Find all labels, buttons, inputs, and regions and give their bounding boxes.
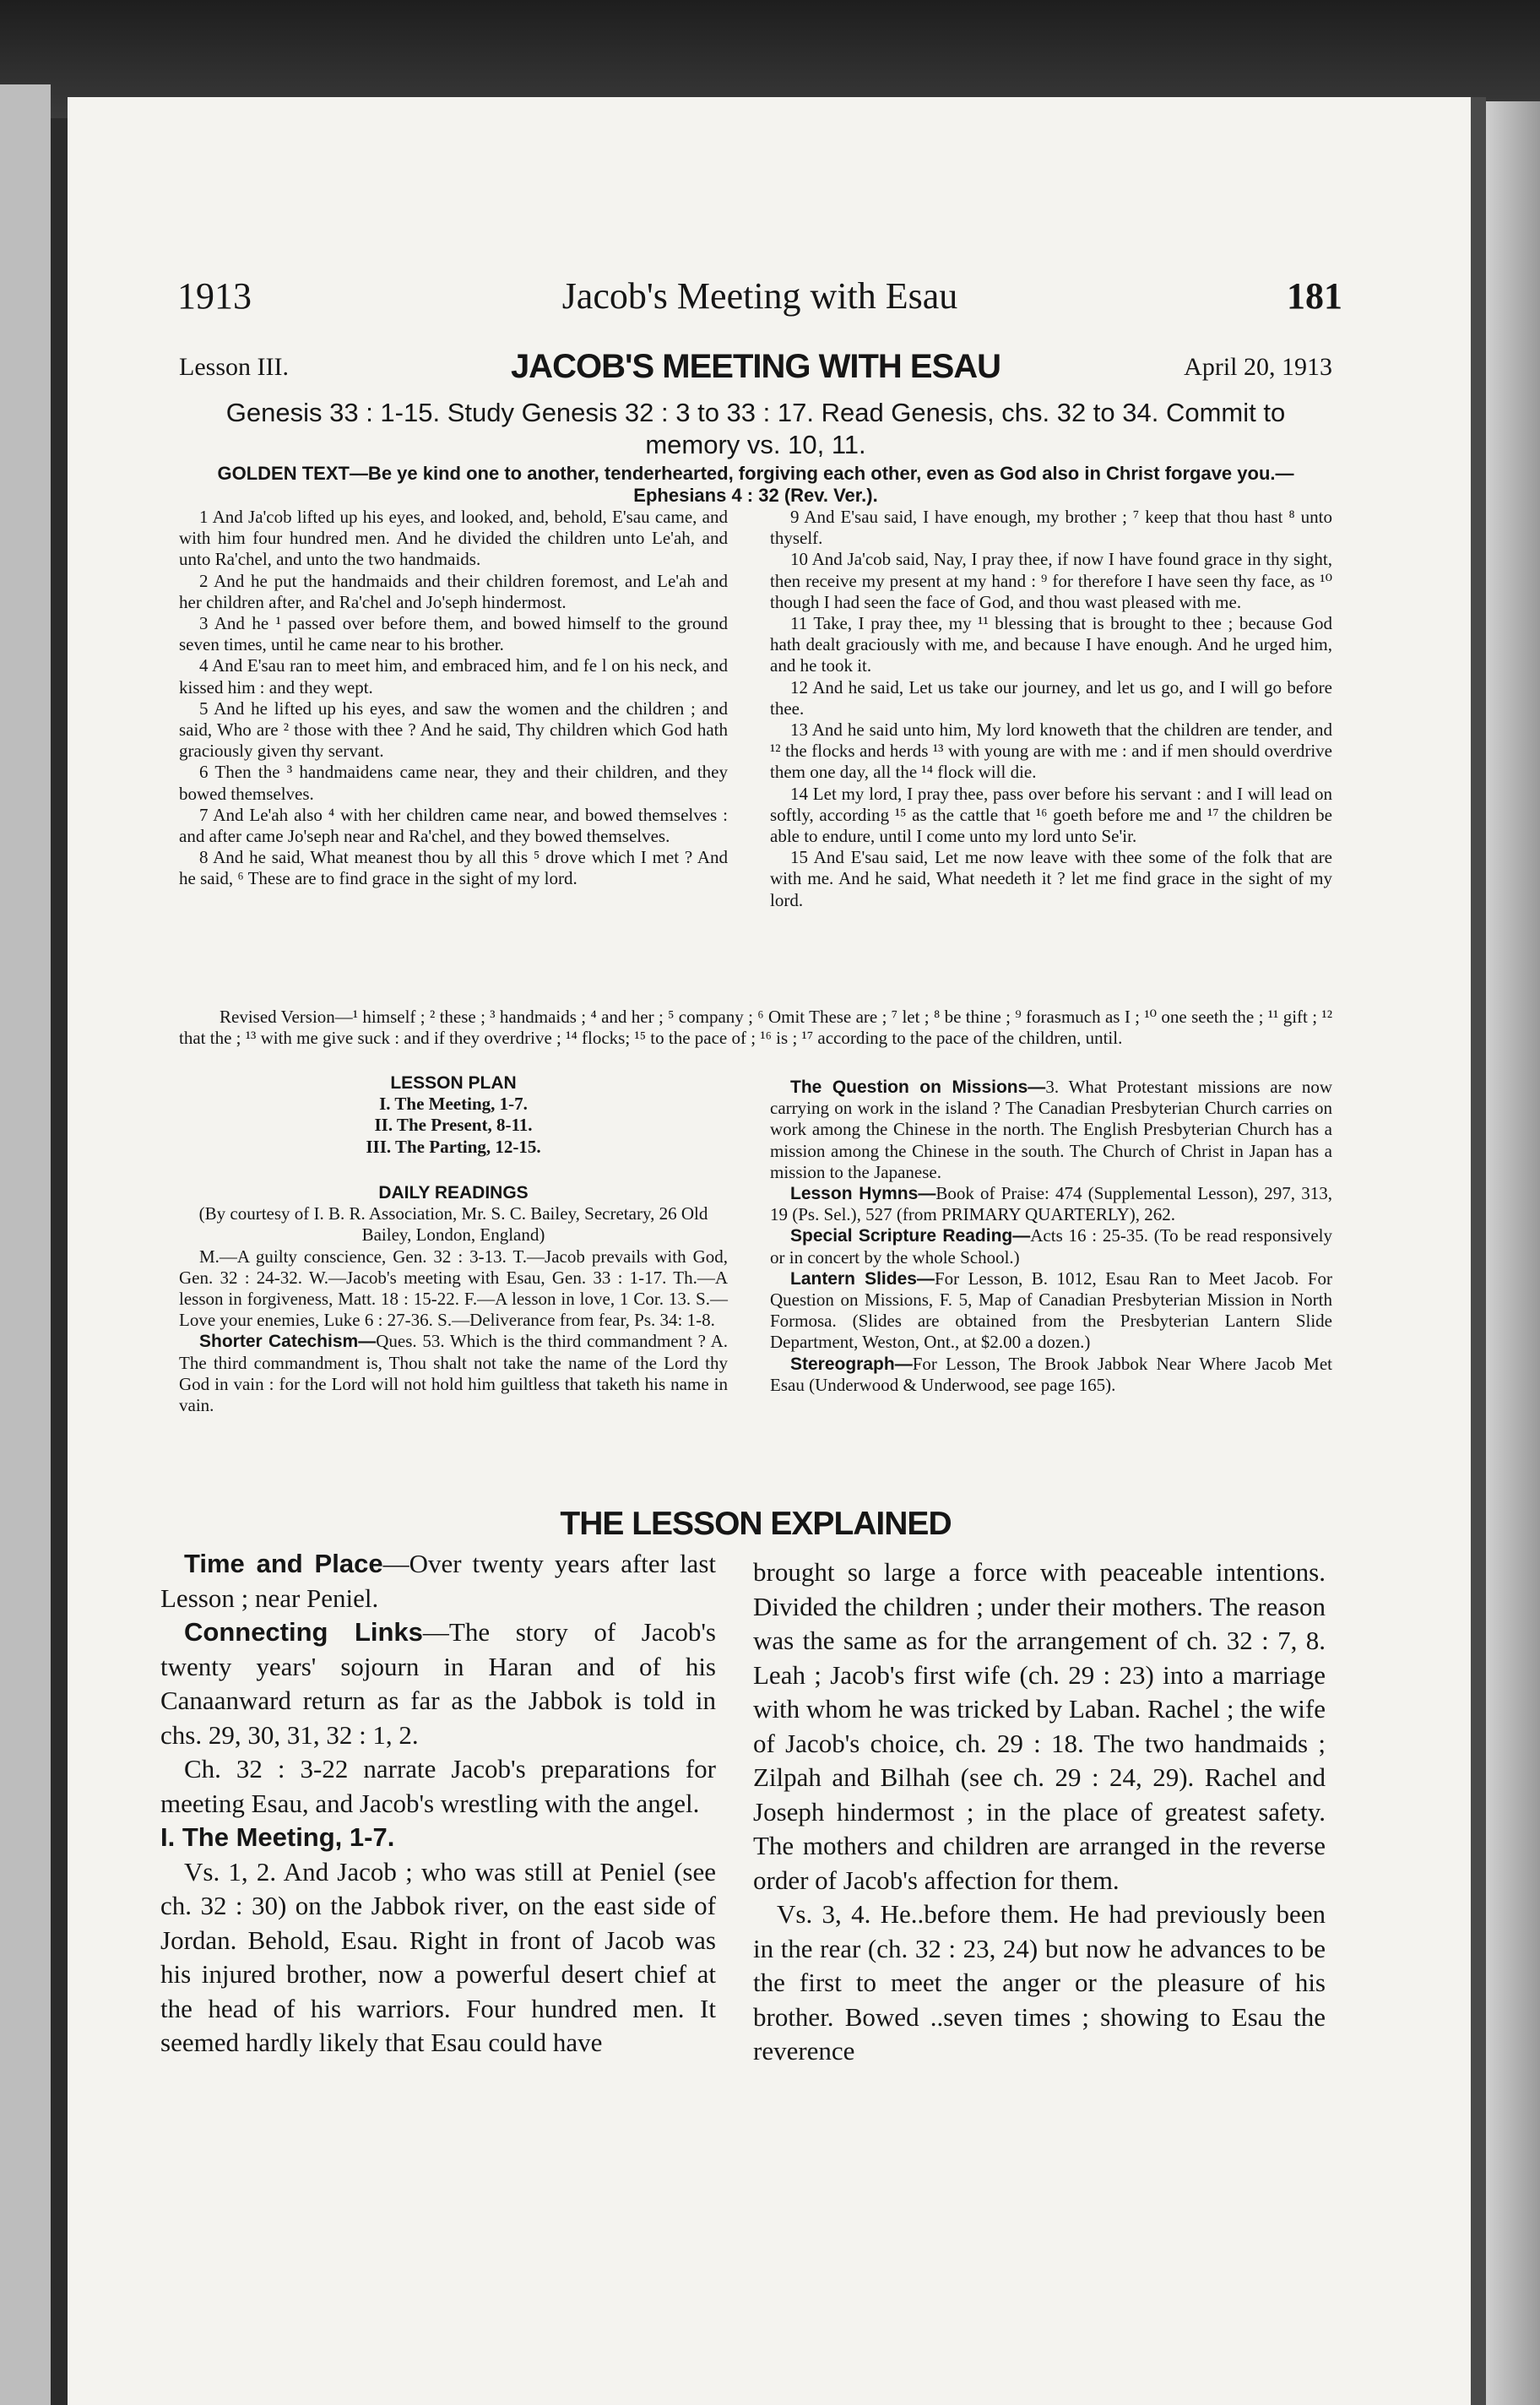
connecting-links [160, 1615, 716, 1752]
lantern-slides [770, 1268, 1332, 1354]
shorter-catechism [179, 1331, 728, 1416]
page-stack-edge [1486, 101, 1540, 2405]
verse: 11 Take, I pray thee, my ¹¹ blessing that is brought to thee ; because God hath dealt graciously with me, and because I have enough. And he urged him, and he took it. [770, 613, 1332, 676]
verse: 5 And he lifted up his eyes, and saw the women and the children ; and said, Who are ² those with thee ? And he said, Thy children which God hath graciously given thy servant. [179, 698, 728, 762]
running-head [177, 274, 1342, 334]
hymns-text: Book of Praise: 474 (Supplemental Lesson), 297, 313, 19 (Ps. Sel.), 527 (from PRIMARY QUARTERLY), 262. [770, 1183, 1332, 1225]
verses-1-2-commentary-cont: brought so large a force with peaceable intentions. Divided the children ; under their mothers. The reason was the same as for the arrangement of ch. 32 : 7, 8. Leah ; Jacob's first wife (ch. 29 : 23) into a marriage with whom he was tricked by Laban. Rachel ; the wife of Jacob's choice, ch. 29 : 18. The two handmaids ; Zilpah and Bilhah (see ch. 29 : 24, 29). Rachel and Joseph hindermost ; in the place of greatest safety. The mothers and children are arranged in the reverse order of Jacob's affection for them. [753, 1557, 1326, 1895]
verses-column-right [770, 507, 1332, 911]
time-and-place [160, 1547, 716, 1615]
lesson-notes [770, 1077, 1332, 1396]
verses-1-2-commentary: Vs. 1, 2. And Jacob ; who was still at Peniel (see ch. 32 : 30) on the Jabbok river, on the east side of Jordan. Behold, Esau. Right in front of Jacob was his injured brother, now a powerful desert chief at the head of his warriors. Four hundred men. It seemed hardly likely that Esau could have [160, 1856, 716, 2057]
daily-readings-list: M.—A guilty conscience, Gen. 32 : 3-13. T.—Jacob prevails with God, Gen. 32 : 24-32. W.—Jacob's meeting with Esau, Gen. 33 : 1-17. Th.—A lesson in forgiveness, Matt. 18 : 15-22. F.—A lesson in love, 1 Cor. 13. S.—Love your enemies, Luke 6 : 27-36. S.—Deliverance from fear, Ps. 34: 1-8. [179, 1246, 728, 1331]
missions-text: 3. What Protestant missions are now carrying on work in the island ? The Canadian Presbyterian Church carries on work among the Chinese in the north. The English Presbyterian Church has a mission among the Chinese in the south. The Church of Christ in Japan has a mission to the Japanese. [770, 1077, 1332, 1182]
page-number: 181 [1287, 275, 1342, 317]
lesson-date: April 20, 1913 [1184, 353, 1332, 381]
verse: 6 Then the ³ handmaidens came near, they and their children, and they bowed themselves. [179, 762, 728, 804]
lesson-plan-heading: LESSON PLAN [390, 1073, 517, 1093]
links-text: —The story of Jacob's twenty years' sojourn in Haran and of his Canaanward return as far as the Jabbok is told in chs. 29, 30, 31, 32 : 1, 2. [160, 1617, 716, 1750]
special-reading [770, 1225, 1332, 1268]
golden-text: GOLDEN TEXT—Be ye kind one to another, tenderhearted, forgiving each other, even as God also in Christ forgave you.—Ephesians 4 : 32 (Rev. Ver.). [217, 463, 1294, 506]
lesson-hymns [770, 1183, 1332, 1225]
scripture-reference: Genesis 33 : 1-15. Study Genesis 32 : 3 to 33 : 17. Read Genesis, chs. 32 to 34. Commit to memory vs. 10, 11. [225, 398, 1286, 459]
running-head-year: 1913 [177, 275, 252, 317]
verse: 1 And Ja'cob lifted up his eyes, and looked, and, behold, E'sau came, and with him four hundred men. And he divided the children unto Le'ah, and unto Ra'chel, and unto the two handmaids. [179, 507, 728, 570]
lesson-plan-item: III. The Parting, 12-15. [366, 1136, 541, 1157]
hymns-label: Lesson Hymns— [790, 1184, 936, 1204]
links-label: Connecting Links [184, 1617, 423, 1647]
verse: 3 And he ¹ passed over before them, and bowed himself to the ground seven times, until he came near to his brother. [179, 613, 728, 655]
catechism-label: Shorter Catechism— [199, 1332, 377, 1352]
explained-column-left [160, 1547, 716, 2060]
lantern-label: Lantern Slides— [790, 1268, 935, 1289]
lesson-title: JACOB'S MEETING WITH ESAU [510, 348, 1001, 385]
verses-3-4-commentary: Vs. 3, 4. He..before them. He had previously been in the rear (ch. 32 : 23, 24) but now he advances to be the first to meet the anger or the pleasure of his brother. Bowed ..seven times ; showing to Esau the reverence [753, 1899, 1326, 2066]
special-text: Acts 16 : 25-35. (To be read responsively or in concert by the whole School.) [770, 1225, 1333, 1268]
daily-readings-heading: DAILY READINGS [378, 1183, 529, 1202]
time-text: —Over twenty years after last Lesson ; near Peniel. [160, 1549, 716, 1613]
explained-column-right [753, 1555, 1326, 2069]
lesson-header [179, 348, 1332, 390]
time-label: Time and Place [184, 1549, 383, 1578]
catechism-text: Ques. 53. Which is the third commandment ? A. The third commandment is, Thou shalt not take the name of the Lord thy God in vain : for the Lord will not hold him guiltless that taketh his name in vain. [179, 1331, 728, 1416]
meeting-heading: I. The Meeting, 1-7. [160, 1822, 395, 1852]
lesson-number: Lesson III. [179, 353, 289, 381]
verse: 10 And Ja'cob said, Nay, I pray thee, if now I have found grace in thy sight, then receive my present at my hand : ⁹ for therefore I have seen thy face, as ¹⁰ though I had seen the face of God, and thou wast pleased with me. [770, 549, 1332, 612]
verse: 15 And E'sau said, Let me now leave with thee some of the folk that are with me. And he said, What needeth it ? let me find grace in the sight of my lord. [770, 847, 1332, 910]
special-label: Special Scripture Reading— [790, 1226, 1031, 1246]
lesson-plan-item: I. The Meeting, 1-7. [379, 1094, 528, 1115]
daily-readings-courtesy: (By courtesy of I. B. R. Association, Mr. S. C. Bailey, Secretary, 26 Old Bailey, London, England) [198, 1203, 708, 1246]
lesson-explained-title: THE LESSON EXPLAINED [560, 1506, 952, 1542]
verses-column-left [179, 507, 728, 890]
stereo-label: Stereograph— [790, 1354, 913, 1374]
revised-version-notes: Revised Version—¹ himself ; ² these ; ³ handmaids ; ⁴ and her ; ⁵ company ; ⁶ Omit These are ; ⁷ let ; ⁸ be thine ; ⁹ forasmuch as I ; ¹⁰ one seeth the ; ¹¹ gift ; ¹² that the ; ¹³ with me give suck : and if they overdrive ; ¹⁴ flocks; ¹⁵ to the pace of ; ¹⁶ is ; ¹⁷ according to the pace of the children, until. [179, 1007, 1332, 1048]
verse: 13 And he said unto him, My lord knoweth that the children are tender, and ¹² the flocks and herds ¹³ with young are with me : and if men should overdrive them one day, all the ¹⁴ flock will die. [770, 719, 1332, 783]
running-head-title: Jacob's Meeting with Esau [561, 275, 958, 317]
missions-label: The Question on Missions— [790, 1078, 1046, 1097]
chapter-note: Ch. 32 : 3-22 narrate Jacob's preparations for meeting Esau, and Jacob's wrestling with the angel. [160, 1754, 716, 1818]
verse: 2 And he put the handmaids and their children foremost, and Le'ah and her children after, and Ra'chel and Jo'seph hindermost. [179, 570, 728, 612]
verse: 7 And Le'ah also ⁴ with her children came near, and bowed themselves : and after came Jo'seph near and Ra'chel, and they bowed themselves. [179, 804, 728, 847]
lesson-plan [179, 1072, 728, 1158]
lesson-plan-item: II. The Present, 8-11. [374, 1115, 533, 1136]
facing-page-edge [0, 84, 51, 2405]
verse: 8 And he said, What meanest thou by all this ⁵ drove which I met ? And he said, ⁶ These are to find grace in the sight of my lord. [179, 847, 728, 889]
verse: 4 And E'sau ran to meet him, and embraced him, and fe l on his neck, and kissed him : and they wept. [179, 655, 728, 698]
stereo-text: For Lesson, The Brook Jabbok Near Where Jacob Met Esau (Underwood & Underwood, see page 165). [770, 1353, 1332, 1395]
lantern-text: For Lesson, B. 1012, Esau Ran to Meet Jacob. For Question on Missions, F. 5, Map of Canadian Presbyterian Mission in North Formosa. (Slides are obtained from the Presbyterian Lantern Slide Department, Weston, Ont., at $2.00 a dozen.) [770, 1268, 1333, 1353]
verse: 9 And E'sau said, I have enough, my brother ; ⁷ keep that thou hast ⁸ unto thyself. [770, 507, 1332, 549]
stereograph [770, 1354, 1332, 1396]
verse: 12 And he said, Let us take our journey, and let us go, and I will go before thee. [770, 676, 1332, 719]
daily-readings [179, 1182, 728, 1416]
missions-question [770, 1077, 1332, 1183]
verse: 14 Let my lord, I pray thee, pass over before his servant : and I will lead on softly, according ¹⁵ as the cattle that ¹⁶ goeth before me and ¹⁷ the children be able to endure, until I come unto my lord unto Se'ir. [770, 783, 1332, 847]
